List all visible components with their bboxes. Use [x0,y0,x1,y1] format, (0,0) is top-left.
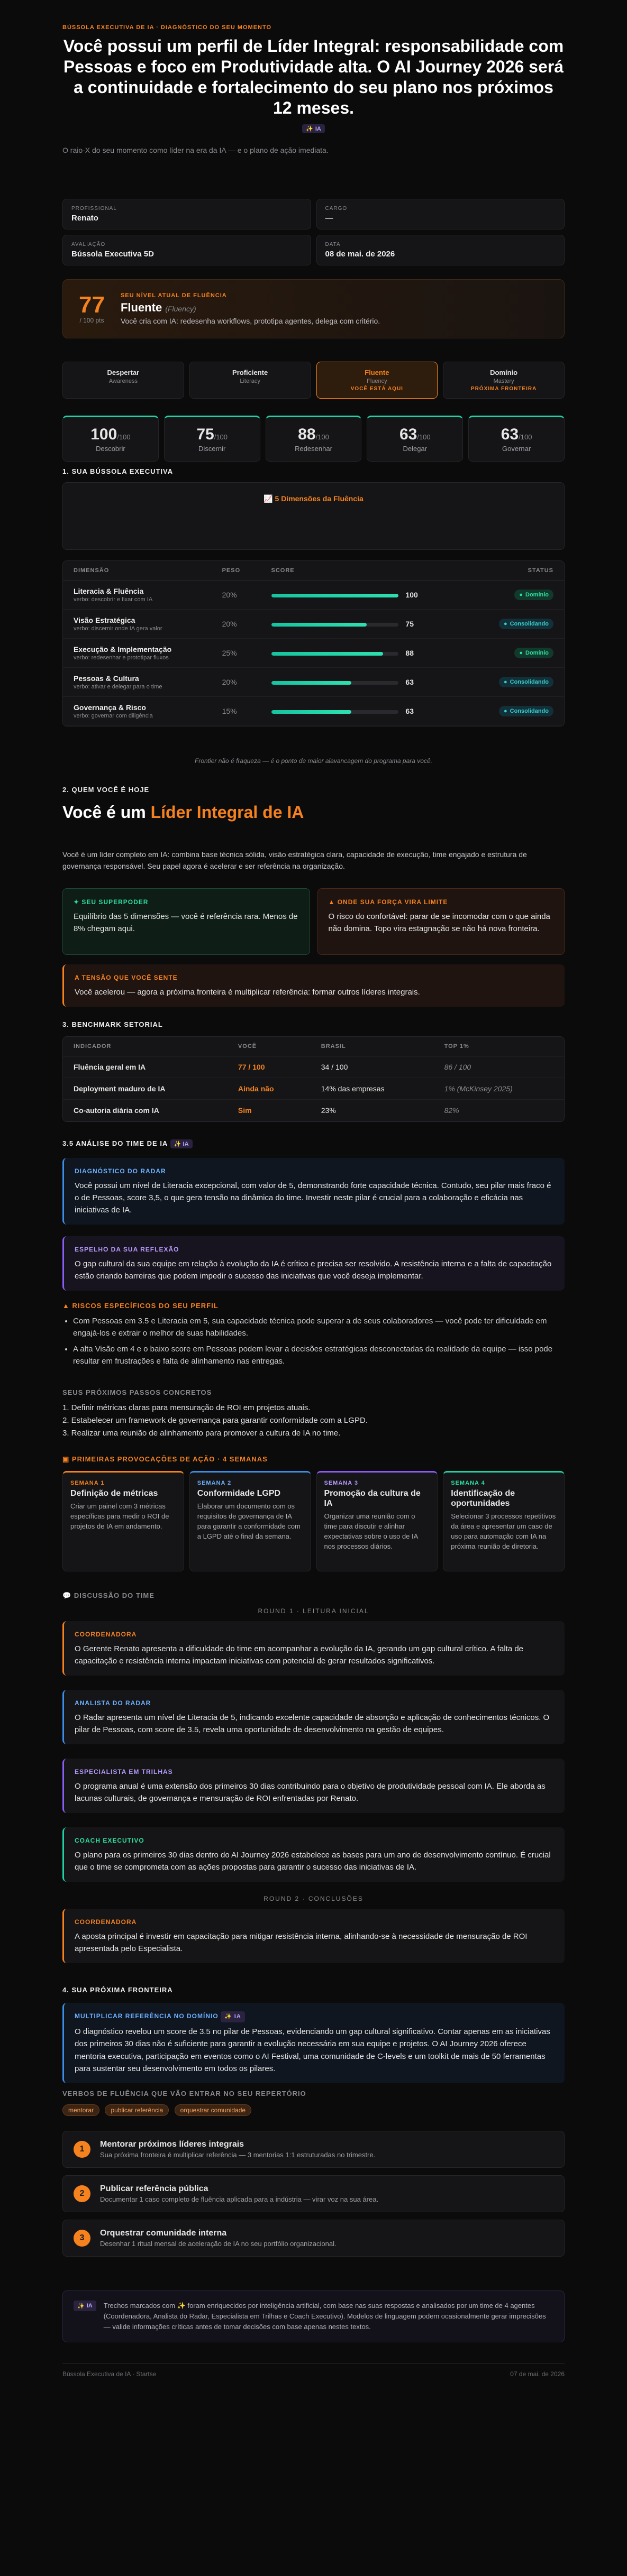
dimension-row [63,610,564,639]
round-1: ROUND 1 · LEITURA INICIAL [258,1607,369,1615]
col-brazil: BRASIL [311,1037,434,1056]
dimension-status: ● Consolidando [470,697,564,726]
frontier-step-2: 2 Publicar referência pública Documentar 1 caso completo de fluência aplicada para a indústria — virar voz na sua área. [62,2175,565,2212]
dimension-score: 63 [261,697,470,726]
dimension-weight: 15% [212,697,261,726]
you-value: Sim [228,1100,311,1121]
risk-item: • A alta Visão em 4 e o baixo score em Pessoas podem levar a decisões estratégicas desconectadas da realidade da equipe — isso pode resultar em frustrações e falta de alinhamento nas entregas. [73,1343,565,1368]
benchmark-row [63,1078,564,1100]
week-1: SEMANA 1 Definição de métricas Criar um painel com 3 métricas específicas para medir o ROI de projetos de IA em andamento. [62,1471,184,1571]
brazil-value: 34 / 100 [311,1056,434,1078]
limit-box: ▲ ONDE SUA FORÇA VIRA LIMITE O risco do confortável: parar de se incomodar com o que ainda não domina. Topo vira estagnação se não há nova fronteira. [317,888,565,955]
dimensions-table [62,560,565,726]
score-bar [271,594,398,597]
fluency-desc: Você cria com IA: redesenha workflows, prototipa agentes, delega com critério. [120,317,380,325]
dimension-weight: 20% [212,668,261,697]
col-indicator: INDICADOR [63,1037,228,1056]
top-value: 1% (McKinsey 2025) [434,1078,564,1100]
verb-tag: publicar referência [105,2104,169,2116]
you-value: Ainda não [228,1078,311,1100]
assessment-field: AVALIAÇÃO Bússola Executiva 5D [62,235,311,265]
benchmark-row [63,1056,564,1078]
fluency-levels [62,362,565,399]
dimension-name: Execução & Implementação verbo: redesenhar e prototipar fluxos [63,639,212,668]
ai-disclaimer-text: Trechos marcados com ✨ foram enriquecidos por inteligência artificial, com base nas suas respostas e analisados por um time de 4 agentes (Coordenadora, Analista do Radar, Especialista em Trilhas e Coach Executivo). Modelos de linguagem podem ocasionalmente gerar imprecisões — valide informações críticas antes de tomar decisões com base apenas nestes textos. [103,2302,546,2331]
section-compass: 1. SUA BÚSSOLA EXECUTIVA [62,467,174,475]
reflection-mirror: ESPELHO DA SUA REFLEXÃO O gap cultural da sua equipe em relação à evolução da IA é crítico e precisa ser resolvido. A resistência interna e a falta de capacitação estão criando barreiras que podem impedir o sucesso das iniciativas que você deseja implementar. [62,1236,565,1291]
dimension-status: ● Consolidando [470,668,564,697]
level-mastery: Domínio Mastery PRÓXIMA FRONTEIRA [443,362,565,399]
risk-item: • Com Pessoas em 3.5 e Literacia em 5, sua capacidade técnica pode superar a de seus colaboradores — você pode ter dificuldade em engajá-los e extrair o melhor de suas habilidades. [73,1315,565,1340]
chart-title: 5 Dimensões da Fluência [275,494,364,503]
score-discernir: 75/100 Discernir [164,416,260,462]
next-steps: SEUS PRÓXIMOS PASSOS CONCRETOS 1. Definir métricas claras para mensuração de ROI em projetos atuais. 2. Estabelecer um framework de governança para garantir conformidade com a LGPD. 3. Realizar uma reunião de alinhamento para promover a cultura de IA no time. [62,1388,565,1440]
frontier-step-3: 3 Orquestrar comunidade interna Desenhar 1 ritual mensal de aceleração de IA no seu portfólio organizacional. [62,2220,565,2257]
benchmark-row [63,1100,564,1121]
agent-coordinator-conclusion: COORDENADORA A aposta principal é investir em capacitação para mitigar resistência interna, alinhando-se à necessidade de mensuração de ROI apresentada pelo Especialista. [62,1909,565,1963]
verb-tag: mentorar [62,2104,99,2116]
radar-diagnosis: DIAGNÓSTICO DO RADAR Você possui um nível de Literacia excepcional, com valor de 5, demonstrando forte capacidade técnica. Contudo, seu pilar mais fraco é o de Pessoas, score 3,5, o que gera tensão na dinâmica do time. Investir neste pilar é crucial para a colaboração e eficácia nas iniciativas de IA. [62,1158,565,1225]
you-value: 77 / 100 [228,1056,311,1078]
tension-box: A TENSÃO QUE VOCÊ SENTE Você acelerou — agora a próxima fronteira é multiplicar referência: formar outros líderes integrais. [62,964,565,1007]
section-benchmark: 3. BENCHMARK SETORIAL [62,1020,163,1028]
kicker: BÚSSOLA EXECUTIVA DE IA · DIAGNÓSTICO DO SEU MOMENTO [62,24,272,31]
dimension-row [63,668,564,697]
dimension-name: Governança & Risco verbo: governar com diligência [63,697,212,726]
score-redesenhar: 88/100 Redesenhar [266,416,362,462]
radar-chart-card [62,482,565,550]
week-4: SEMANA 4 Identificação de oportunidades Selecionar 3 processos repetitivos da área e apresentar um caso de uso para automação com IA na próxima reunião de diretoria. [443,1471,565,1571]
dimension-status: ● Domínio [470,639,564,668]
dimension-weight: 20% [212,581,261,610]
fluency-score: 77 / 100 pts [79,292,105,324]
dimension-name: Pessoas & Cultura verbo: ativar e delegar para o time [63,668,212,697]
dimension-score: 88 [261,639,470,668]
brazil-value: 14% das empresas [311,1078,434,1100]
who-title: Você é um Líder Integral de IA [62,803,304,822]
who-boxes [62,888,565,955]
score-delegar: 63/100 Delegar [367,416,463,462]
fluency-card: 77 / 100 pts SEU NÍVEL ATUAL DE FLUÊNCIA Fluente (Fluency) Você cria com IA: redesenha workflows, prototipa agentes, delega com critério. [62,279,565,338]
header [62,24,565,154]
dimension-name: Literacia & Fluência verbo: descobrir e fixar com IA [63,581,212,610]
level-awareness: Despertar Awareness [62,362,184,399]
footer [62,2363,565,2378]
next-step-item: 2. Estabelecer um framework de governança para garantir conformidade com a LGPD. [62,1416,368,1425]
agent-trails-specialist: ESPECIALISTA EM TRILHAS O programa anual é uma extensão dos primeiros 30 dias contribuindo para o objetivo de produtividade pessoal com IA. Ele aborda as lacunas culturais, de governança e mensuração de ROI enfrentadas por Renato. [62,1759,565,1813]
top-value: 86 / 100 [434,1056,564,1078]
round-2: ROUND 2 · CONCLUSÕES [263,1895,364,1902]
risks-block: ▲ RISCOS ESPECÍFICOS DO SEU PERFIL • Com Pessoas em 3.5 e Literacia em 5, sua capacidade técnica pode superar a de seus colaboradores — você pode ter dificuldade em engajá-los e extrair o melhor de suas habilidades. • A alta Visão em 4 e o baixo score em Pessoas podem levar a decisões estratégicas desconectadas da realidade da equipe — isso pode resultar em frustrações e falta de alinhamento nas entregas. [62,1302,565,1367]
verb-tag: orquestrar comunidade [175,2104,251,2116]
dimension-status: ● Consolidando [470,610,564,639]
role-field: CARGO — [316,199,565,229]
section-who: 2. QUEM VOCÊ É HOJE [62,786,150,794]
score-bar [271,710,398,714]
dimension-name: Visão Estratégica verbo: discernir onde IA gera valor [63,610,212,639]
dimension-status: ● Domínio [470,581,564,610]
score-bar [271,681,398,685]
page-title: Você possui um perfil de Líder Integral: responsabilidade com Pessoas e foco em Produtividade alta. O AI Journey 2026 será a continuidade e fortalecimento do seu plano nos próximos 12 meses. [63,36,564,118]
professional-field: PROFISSIONAL Renato [62,199,311,229]
next-step-item: 1. Definir métricas claras para mensuração de ROI em projetos atuais. [62,1403,311,1412]
frontier-steps [62,2131,565,2257]
dimension-score: 75 [261,610,470,639]
page-subtitle: O raio-X do seu momento como líder na era da IA — e o plano de ação imediata. [62,146,329,155]
level-fluency-current: Fluente Fluency VOCÊ ESTÁ AQUI [316,362,438,399]
next-step-item: 3. Realizar uma reunião de alinhamento para promover a cultura de IA no time. [62,1429,341,1438]
agent-coordinator: COORDENADORA O Gerente Renato apresenta a dificuldade do time em acompanhar a evolução da IA, gerando um gap cultural crítico. A falta de capacitação e resistência interna impactam iniciativas com potencial de gerar resultados significativos. [62,1621,565,1676]
dimension-weight: 20% [212,610,261,639]
section-frontier: 4. SUA PRÓXIMA FRONTEIRA [62,1986,173,1994]
score-bar [271,623,398,627]
dimension-weight: 25% [212,639,261,668]
compass-footnote: Frontier não é fraqueza — é o ponto de maior alavancagem do programa para você. [195,757,432,765]
agent-exec-coach: COACH EXECUTIVO O plano para os primeiros 30 dias dentro do AI Journey 2026 estabelece as bases para um ano de desenvolvimento contínuo. É crucial que o time se comprometa com as ações propostas para garantir o sucesso das iniciativas de IA. [62,1827,565,1882]
verbs-title: VERBOS DE FLUÊNCIA QUE VÃO ENTRAR NO SEU REPERTÓRIO [62,2090,306,2097]
score-bar [271,652,398,656]
agent-radar-analyst: ANALISTA DO RADAR O Radar apresenta um nível de Literacia de 5, indicando excelente capacidade de absorção e aplicação de conhecimentos técnicos. O pilar de Pessoas, com score de 3.5, revela uma oportunidade de desenvolvimento na gestão de equipes. [62,1690,565,1744]
superpower-box: ✦ SEU SUPERPODER Equilíbrio das 5 dimensões — você é referência rara. Menos de 8% chegam aqui. [62,888,310,955]
level-literacy: Proficiente Literacy [189,362,311,399]
col-status: STATUS [470,561,564,581]
dimension-score: 100 [261,581,470,610]
weeks-title: ▣ PRIMEIRAS PROVOCAÇÕES DE AÇÃO · 4 SEMANAS [62,1455,268,1463]
indicator: Deployment maduro de IA [63,1078,228,1100]
week-3: SEMANA 3 Promoção da cultura de IA Organizar uma reunião com o time para discutir e alinhar expectativas sobre o uso de IA nos processos diários. [316,1471,438,1571]
score-descobrir: 100/100 Descobrir [62,416,159,462]
footer-brand: Bússola Executiva de IA · Startse [62,2370,157,2378]
score-governar: 63/100 Governar [468,416,565,462]
benchmark-table [62,1036,565,1122]
date-field: DATA 08 de mai. de 2026 [316,235,565,265]
col-weight: PESO [212,561,261,581]
weeks-grid [62,1471,565,1571]
col-you: VOCÊ [228,1037,311,1056]
chart-icon: 📈 [263,494,273,503]
discussion-title: 💬 DISCUSSÃO DO TIME [62,1591,155,1599]
week-2: SEMANA 2 Conformidade LGPD Elaborar um documento com os requisitos de governança de IA para garantir a conformidade com a LGPD até o final da semana. [189,1471,311,1571]
verb-scores [62,416,565,462]
frontier-step-1: 1 Mentorar próximos líderes integrais Sua próxima fronteira é multiplicar referência — 3 mentorias 1:1 estruturadas no trimestre. [62,2131,565,2168]
col-score: SCORE [261,561,470,581]
verbs-list [62,2104,255,2116]
indicator: Co-autoria diária com IA [63,1100,228,1121]
dimension-row [63,581,564,610]
footer-date: 07 de mai. de 2026 [510,2370,565,2378]
ai-note-badge: ✨ IA [74,2301,96,2311]
col-dimension: DIMENSÃO [63,561,212,581]
indicator: Fluência geral em IA [63,1056,228,1078]
brazil-value: 23% [311,1100,434,1121]
top-value: 82% [434,1100,564,1121]
dimension-score: 63 [261,668,470,697]
ai-disclaimer [62,2290,565,2342]
who-body: Você é um líder completo em IA: combina base técnica sólida, visão estratégica clara, capacidade de execução, time engajado e estrutura de governança responsável. Seu papel agora é acelerar e ser referência na organização. [62,850,527,870]
dimension-row [63,697,564,726]
frontier-box: MULTIPLICAR REFERÊNCIA NO DOMÍNIO ✨ IA O diagnóstico revelou um score de 3.5 no pilar de Pessoas, evidenciando um gap cultural significativo. Contar apenas em as iniciativas dos primeiros 30 dias não é suficiente para garantir a evolução necessária em sua equipe e projetos. O AI Journey 2026 oferece mentoria executiva, participação em eventos como o AI Festival, uma comunidade de C-levels e um toolkit de mais de 50 ferramentas para sustentar seu desenvolvimento em todos os pilares. [62,2003,565,2083]
section-team: 3.5 ANÁLISE DO TIME DE IA ✨ IA [62,1139,193,1148]
dimension-row [63,639,564,668]
ia-badge: ✨ IA [302,124,325,133]
col-top: TOP 1% [434,1037,564,1056]
profile-grid [62,199,565,265]
